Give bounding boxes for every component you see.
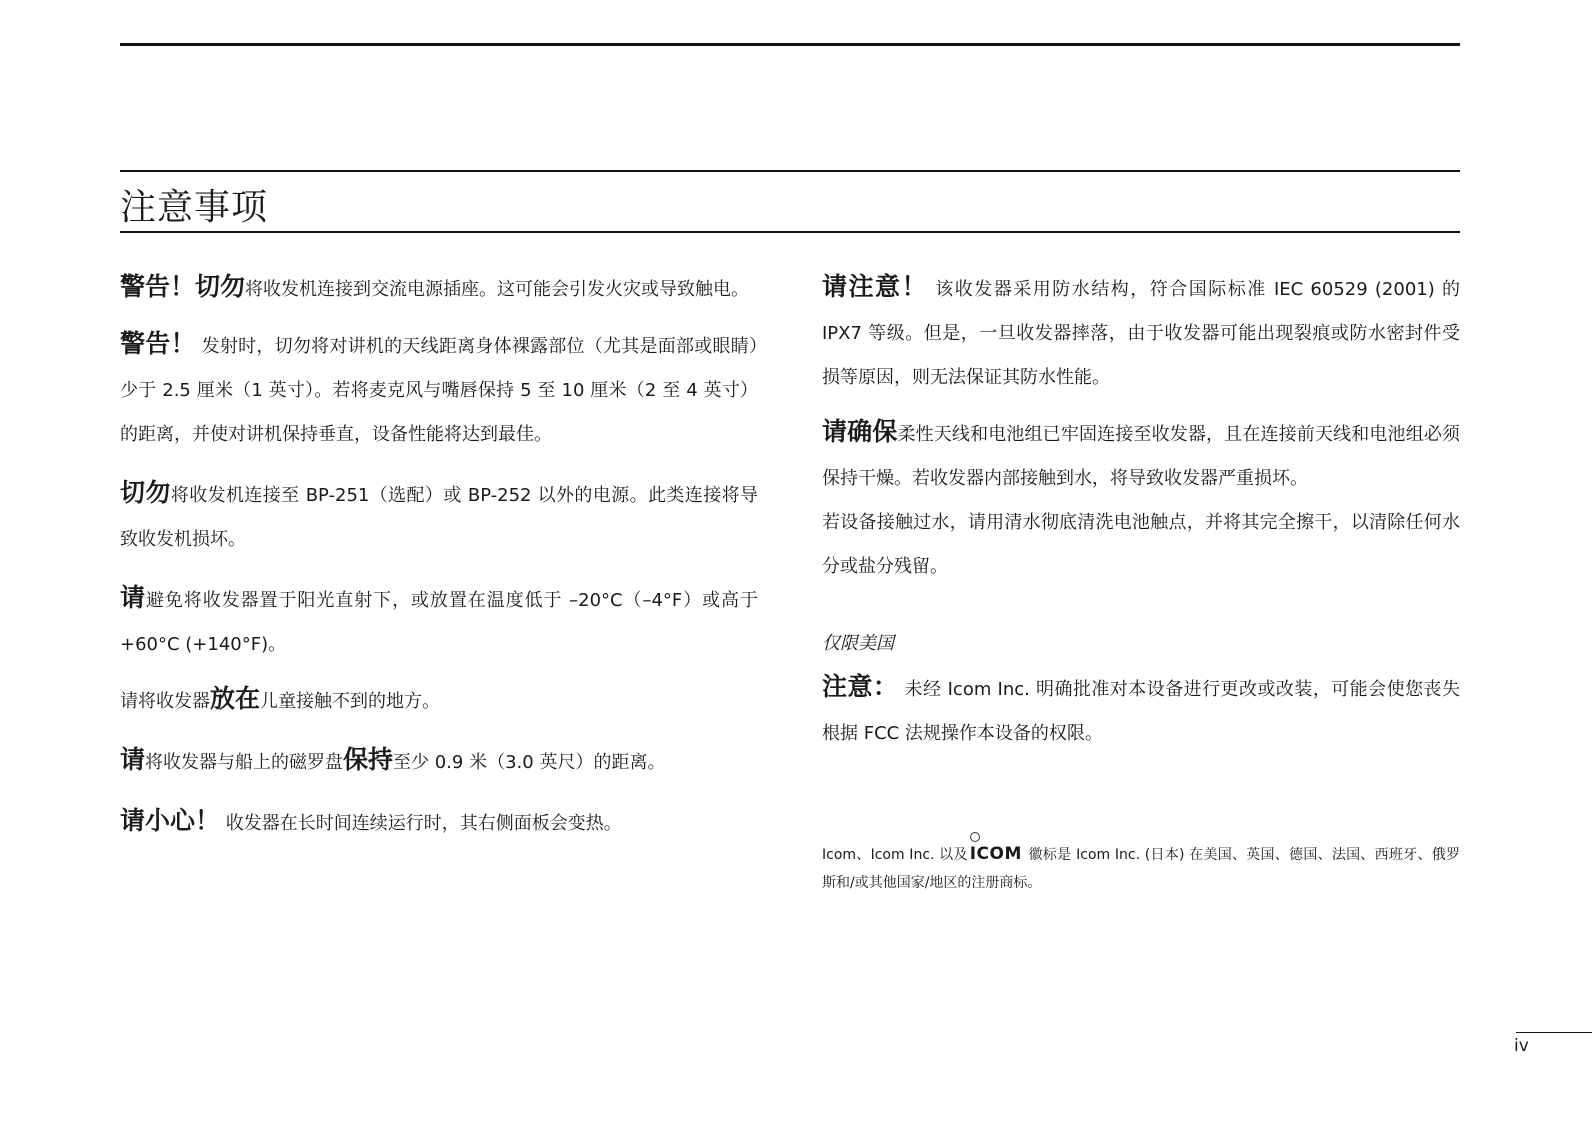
page-number: iv xyxy=(1514,1036,1529,1056)
right-column xyxy=(822,265,1460,897)
region-label: 仅限美国 xyxy=(822,633,894,654)
warning-power-source: 切勿将收发机连接至 BP-251（选配）或 BP-252 以外的电源。此类连接将导致收发机损坏。 xyxy=(120,478,758,550)
notice-waterproof: 请注意！ 该收发器采用防水结构，符合国际标准 IEC 60529 (2001) 的 IPX7 等级。但是，一旦收发器摔落，由于收发器可能出现裂痕或防水密封件受损等原因，则无法保证其防水性能。 xyxy=(822,272,1460,388)
logo-ring-icon xyxy=(970,832,980,842)
warning-antenna-distance: 警告！ 发射时，切勿将对讲机的天线距离身体裸露部位（尤其是面部或眼睛）少于 2.5 厘米（1 英寸）。若将麦克风与嘴唇保持 5 至 10 厘米（2 至 4 英寸）的距离，并使对讲机保持垂直，设备性能将达到最佳。 xyxy=(120,329,758,445)
left-column xyxy=(120,265,758,846)
trademark-notice: Icom、Icom Inc. 以及 ICOM 徽标是 Icom Inc. (日本) 在美国、英国、德国、法国、西班牙、俄罗斯和/或其他国家/地区的注册商标。 xyxy=(822,840,1460,897)
top-rule xyxy=(120,43,1460,46)
caution-children: 请将收发器放在儿童接触不到的地方。 xyxy=(120,684,441,713)
fcc-notice: 注意： 未经 Icom Inc. 明确批准对本设备进行更改或改装，可能会使您丧失根据 FCC 法规操作本设备的权限。 xyxy=(822,672,1460,744)
section-rule-bottom xyxy=(120,231,1460,233)
page-title: 注意事项 xyxy=(120,187,269,228)
caution-temperature: 请避免将收发器置于阳光直射下，或放置在温度低于 –20°C（–4°F）或高于 +60°C (+140°F)。 xyxy=(120,583,758,655)
notice-antenna-battery: 请确保柔性天线和电池组已牢固连接至收发器，且在连接前天线和电池组必须保持干燥。若收发器内部接触到水，将导致收发器严重损坏。 xyxy=(822,417,1460,489)
page-number-rule xyxy=(1516,1032,1592,1033)
warning-ac-outlet: 警告！切勿将收发机连接到交流电源插座。这可能会引发火灾或导致触电。 xyxy=(120,272,750,301)
icom-logo: ICOM xyxy=(970,840,1022,868)
section-rule-top xyxy=(120,170,1460,172)
notice-rinse-contacts: 若设备接触过水，请用清水彻底清洗电池触点，并将其完全擦干，以清除任何水分或盐分残留。 xyxy=(822,512,1460,577)
caution-compass: 请将收发器与船上的磁罗盘保持至少 0.9 米（3.0 英尺）的距离。 xyxy=(120,745,666,774)
caution-hot-panel: 请小心！ 收发器在长时间连续运行时，其右侧面板会变热。 xyxy=(120,806,622,835)
